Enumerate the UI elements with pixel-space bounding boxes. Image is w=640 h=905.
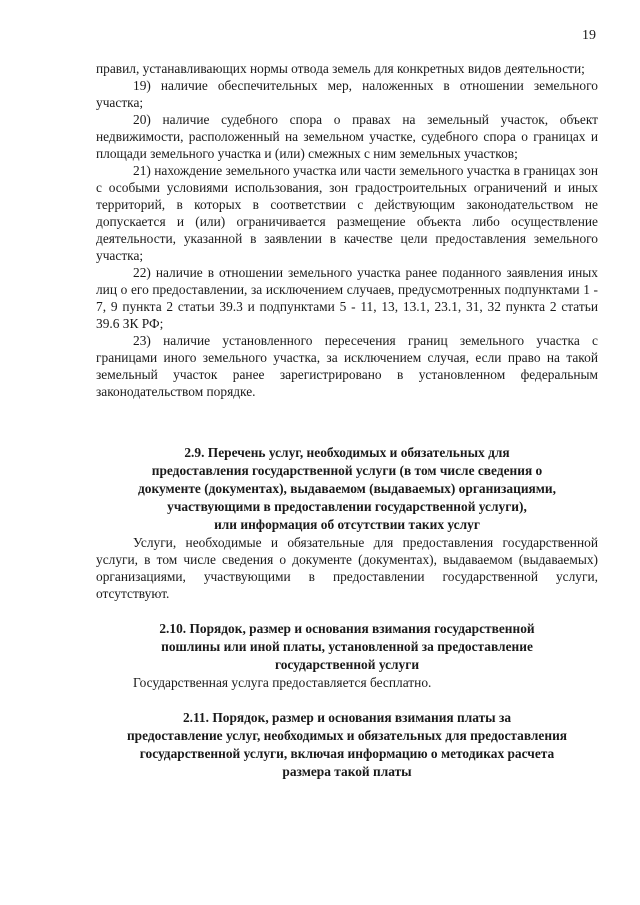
heading-line: документе (документах), выдаваемом (выдаваемых) организациями,	[138, 481, 556, 496]
heading-line: предоставления государственной услуги (в том числе сведения о	[151, 463, 543, 478]
list-item-23: 23) наличие установленного пересечения границ земельного участка с границами иного земельного участка, за исключением случая, если право на такой земельный участок ранее зарегистрировано в установленном федеральным законодательством порядке.	[96, 333, 598, 399]
heading-line: 2.9. Перечень услуг, необходимых и обязательных для	[184, 445, 510, 460]
section-heading-2-9	[96, 444, 598, 534]
list-item-20: 20) наличие судебного спора о правах на земельный участок, объект недвижимости, расположенный на земельном участке, судебного спора о границах и площади земельного участка и (или) смежных с ним земельных участков;	[96, 112, 598, 161]
page-content	[96, 60, 598, 781]
section-2-10-text: Государственная услуга предоставляется бесплатно.	[133, 675, 432, 690]
heading-line: 2.11. Порядок, размер и основания взимания платы за	[182, 710, 512, 725]
heading-line: пошлины или иной платы, установленной за предоставление	[161, 639, 533, 654]
list-item-22: 22) наличие в отношении земельного участка ранее поданного заявления иных лиц о его предоставлении, за исключением случаев, предусмотренных подпунктами 1 - 7, 9 пункта 2 статьи 39.3 и подпунктами 5 - 11, 13, 13.1, 23.1, 31, 32 пункта 2 статьи 39.6 ЗК РФ;	[96, 265, 598, 331]
section-2-9-text: Услуги, необходимые и обязательные для предоставления государственной услуги, в том числе сведения о документе (документах), выдаваемом (выдаваемых) организациями, участвующими в предоставлении государственной услуги, отсутствуют.	[96, 535, 598, 601]
heading-line: участвующими в предоставлении государственной услуги),	[167, 499, 527, 514]
heading-line: предоставление услуг, необходимых и обязательных для предоставления	[126, 728, 568, 743]
heading-line: государственной услуги, включая информацию о методиках расчета	[139, 746, 555, 761]
heading-line: государственной услуги	[274, 657, 420, 672]
list-item-21: 21) нахождение земельного участка или части земельного участка в границах зон с особыми условиями использования, зон градостроительных ограничений и иных территорий, в которых в соответствии с действующим законодательством не допускается и (или) ограничивается размещение объекта либо осуществление деятельности, указанной в заявлении в качестве цели предоставления земельного участка;	[96, 163, 598, 263]
heading-line: 2.10. Порядок, размер и основания взимания государственной	[159, 621, 535, 636]
heading-line: или информация об отсутствии таких услуг	[214, 517, 480, 532]
paragraph-continuation: правил, устанавливающих нормы отвода земель для конкретных видов деятельности;	[96, 61, 585, 76]
list-item-19: 19) наличие обеспечительных мер, наложенных в отношении земельного участка;	[96, 78, 598, 110]
heading-line: размера такой платы	[282, 764, 412, 779]
page-number: 19	[582, 28, 596, 43]
section-heading-2-11	[96, 709, 598, 781]
section-heading-2-10	[96, 620, 598, 674]
